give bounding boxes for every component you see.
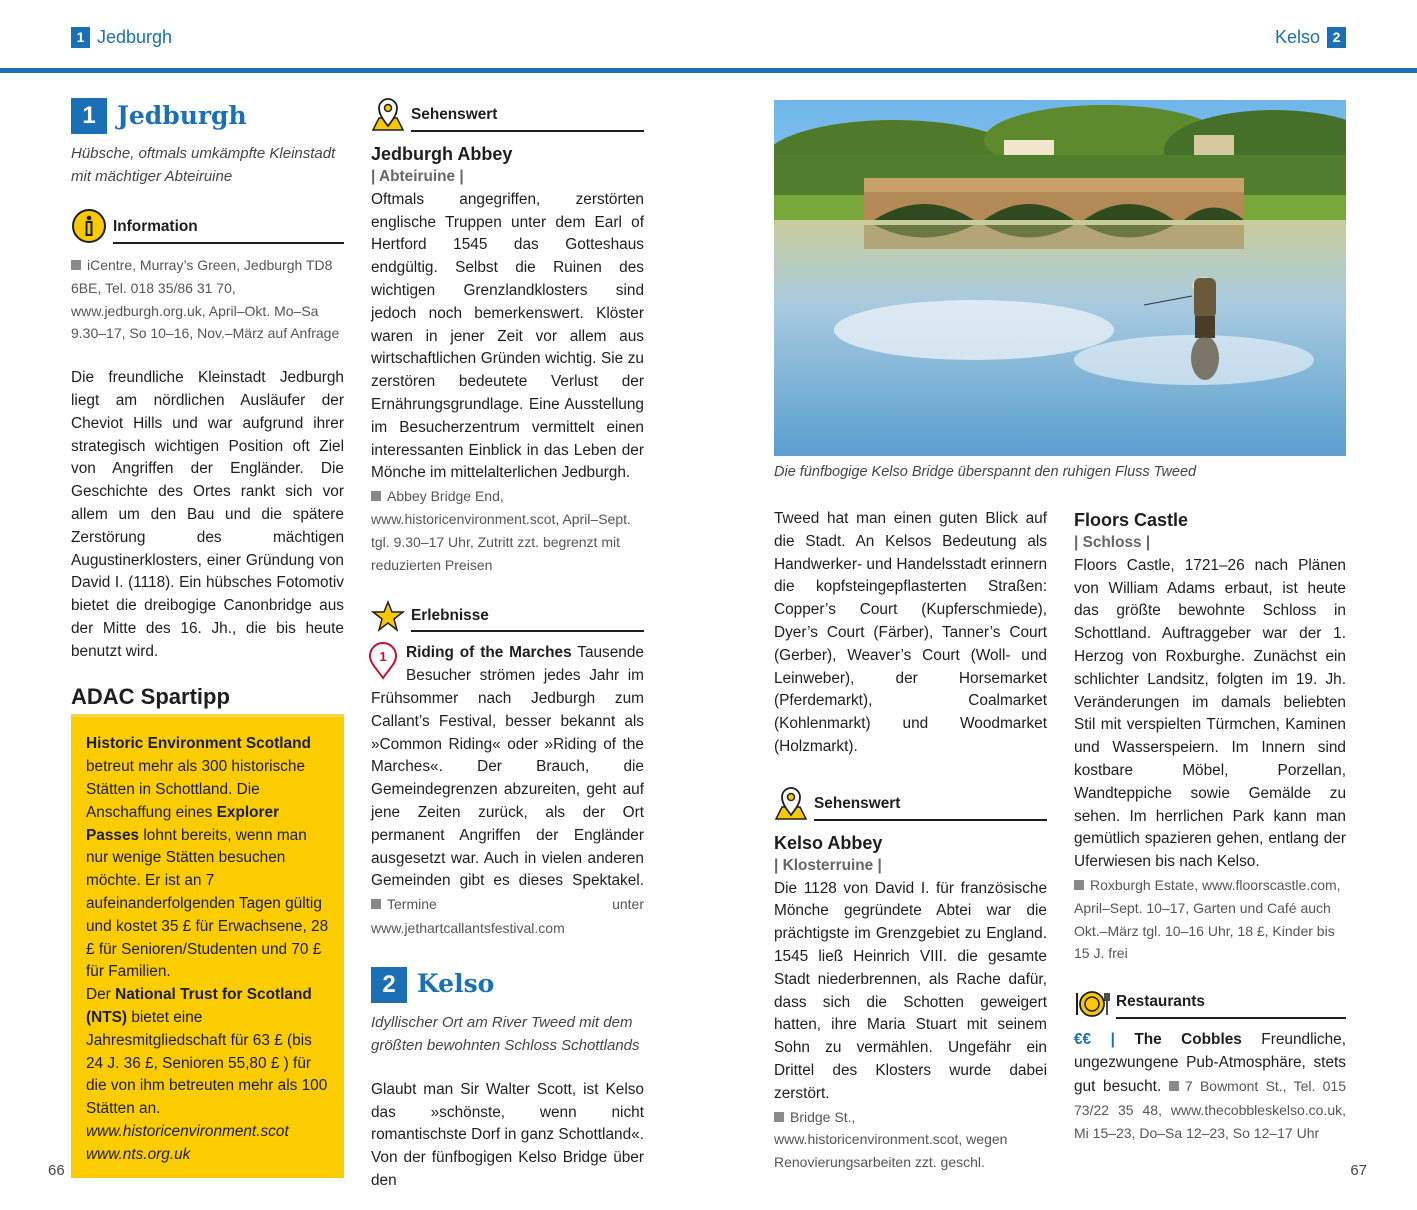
sehenswert-label: Sehenswert	[814, 793, 1047, 821]
spartipp-box: Historic Environment Scotland betreut mehr als 300 historische Stätten in Schottland. Die Anschaffung eines Explorer Passes lohnt bereits, wenn man nur wenige Stätten besuchen möchte. Er ist an 7 aufeinanderfolgenden Tagen gültig und kostet 35 £ für Erwachsene, 28 £ für Senioren/Studenten und 70 £ für Familien. Der National Trust for Scotland (NTS) bietet eine Jahresmitgliedschaft für 63 £ (bis 24 J. 36 £, Senioren 55,80 £ ) für die von ihm betreuten mehr als 100 Stätten an. www.historicenvironment.scot www.nts.org.uk	[71, 714, 344, 1178]
section-heading-kelso	[371, 967, 644, 1003]
kelso-bridge-photo	[774, 100, 1346, 456]
square-bullet-icon	[371, 491, 381, 501]
section-title: Jedburgh	[117, 100, 247, 130]
section-heading-jedburgh	[71, 98, 344, 134]
body-text: Die freundliche Kleinstadt Jedburgh liegt am nördlichen Ausläufer der Cheviot Hills und war aufgrund ihrer strategisch wichtigen Position oft Ziel von Angriffen der Engländer. Die Geschichte des Ortes rankt sich vor allem um den Bau und die spätere Zerstörung des mächtigen Augustinerklosters, einer Gründung von David I. (1118). Ein hübsches Fotomotiv bietet die dreibogige Canonbridge aus der Mitte des 16. Jh., die bis heute benutzt wird.	[71, 369, 344, 660]
floors-castle-info: Roxburgh Estate, www.floorscastle.com, April–Sept. 10–17, Garten und Café auch Okt.–März tgl. 10–16 Uhr, 18 £, Kinder bis 15 J. frei	[1074, 876, 1341, 962]
column-3	[774, 508, 1047, 1174]
erlebnisse-label: Erlebnisse	[411, 605, 644, 633]
spartipp-bold: Historic Environment Scotland	[86, 735, 311, 753]
info-heading	[71, 208, 344, 244]
spartipp-title: ADAC Spartipp	[71, 683, 230, 709]
location-pin-icon	[371, 96, 405, 132]
kelso-body-continued: Tweed hat man einen guten Blick auf die Stadt. An Kelsos Bedeutung als Handwerker- und Handelsstadt erinnern die kopfsteingepflasterten Straßen: Copper’s Court (Kupferschmiede), Dyer’s Court (Färber), Tanner’s Court (Gerber), Weaver’s Court (Woll- und Leinweber), der Horsemarket (Pferdemarkt), Coalmarket (Kohlenmarkt) und Woodmarket (Holzmarkt).	[774, 510, 1047, 755]
info-label: Information	[113, 216, 344, 244]
link-historicenvironment[interactable]: www.historicenvironment.scot	[86, 1122, 289, 1140]
floors-castle-title: Floors Castle	[1074, 510, 1189, 530]
jedburgh-abbey-info: Abbey Bridge End, www.historicenvironment.scot, April–Sept. tgl. 9.30–17 Uhr, Zutritt zzt. begrenzt mit reduzierten Preisen	[371, 488, 631, 573]
spartipp-bold: Explorer Passes	[86, 803, 280, 844]
section-title: Kelso	[417, 969, 495, 999]
information-icon	[71, 208, 107, 244]
running-header-title: Kelso	[1274, 27, 1320, 47]
price-indicator: €€ |	[1074, 1031, 1115, 1049]
restaurant-entry: €€ | The Cobbles Freundliche, ungezwungene Pub-Atmosphäre, stets gut besucht. 7 Bowmont St., Tel. 015 73/22 35 48, www.thecobbleskelso.co.uk, Mi 15–23, Do–Sa 12–23, So 12–17 Uhr	[1074, 1031, 1346, 1142]
section-subtitle: Hübsche, oftmals umkämpfte Kleinstadt mit mächtiger Abteiruine	[71, 145, 336, 185]
square-bullet-icon	[371, 899, 381, 909]
floors-castle-body: Floors Castle, 1721–26 nach Plänen von William Adams erbaut, ist heute das größte bewohnte Schloss in Schottland. Auftraggeber war der 1. Herzog von Roxburghe. Zunächst ein schlichter Landsitz, folgten im 19. Jh. Veränderungen im damals beliebten Stil mit verspielten Türmchen, Kaminen und Wasserspeiern. Im Innern sind kostbare Möbel, Porzellan, Wandteppiche sowie Gemälde zu sehen. Im herrlichen Park kann man gemütlich spazieren gehen, entlang der Uferwiesen bis nach Kelso.	[1074, 556, 1346, 871]
square-bullet-icon	[774, 1112, 784, 1122]
header-rule	[0, 68, 1417, 73]
running-header-title: Jedburgh	[97, 27, 173, 47]
square-bullet-icon	[1169, 1081, 1179, 1091]
link-nts[interactable]: www.nts.org.uk	[86, 1145, 191, 1163]
photo-image	[774, 100, 1346, 456]
erlebnisse-title: Riding of the Marches	[406, 644, 572, 662]
running-header-right	[1275, 27, 1346, 48]
spartipp-bold: National Trust for Scotland (NTS)	[86, 986, 312, 1026]
jedburgh-abbey-title: Jedburgh Abbey	[371, 144, 513, 164]
star-icon	[371, 600, 405, 632]
chapter-number-badge: 2	[1327, 27, 1346, 48]
svg-text:1: 1	[379, 649, 387, 665]
restaurants-heading	[1074, 989, 1346, 1019]
column-2	[371, 96, 644, 1193]
page-number-right: 67	[1350, 1162, 1367, 1179]
erlebnisse-heading	[371, 600, 644, 632]
restaurant-name: The Cobbles	[1134, 1031, 1242, 1049]
kelso-body: Glaubt man Sir Walter Scott, ist Kelso das »schönste, wenn nicht romantischste Dorf in ganz Schottland«. Von der fünfbogigen Kelso Bridge über den	[371, 1080, 644, 1189]
jedburgh-abbey-category: | Abteiruine |	[371, 168, 464, 185]
jedburgh-abbey-body: Oftmals angegriffen, zerstörten englische Truppen unter dem Earl of Hertford 1545 das Gotteshaus endgültig. Selbst die Ruinen des wichtigen Grenzlandklosters sind jedoch noch bemerkenswert. Klöster waren in jener Zeit vor allem aus wirtschaftlichen Gründen wichtig. Sie zu zerstören bedeutete Verlust der Ernährungsgrundlage. Eine Ausstellung im Besucherzentrum vermittelt einen interessanten Einblick in das Leben der Mönche im mittelalterlichen Jedburgh.	[371, 190, 644, 482]
erlebnisse-body: 1 Riding of the Marches Tausende Besucher strömen jedes Jahr im Frühsommer nach Jedburgh zum Callant’s Festival, besser bekannt als »Common Riding« oder »Riding of the Marches«. Der Brauch, die Gemeindegrenzen abzureiten, geht auf jene Zeiten zurück, als der Ort permanent Angriffen der Engländer ausgesetzt war. Auch in vielen anderen Gemeinden gibt es dieses Spektakel. Termine unter www.jethartcallantsfestival.com	[371, 642, 644, 940]
column-1	[71, 98, 344, 1178]
kelso-abbey-info: Bridge St., www.historicenvironment.scot, wegen Renovierungsarbeiten zzt. geschl.	[774, 1108, 1008, 1171]
section-subtitle: Idyllischer Ort am River Tweed mit dem größten bewohnten Schloss Schottlands	[371, 1013, 640, 1054]
square-bullet-icon	[71, 260, 81, 270]
sehenswert-heading	[371, 96, 644, 132]
kelso-abbey-title: Kelso Abbey	[774, 832, 883, 853]
info-text: iCentre, Murray’s Green, Jedburgh TD8 6BE, Tel. 018 35/86 31 70, www.jedburgh.org.uk, April–Okt. Mo–Sa 9.30–17, So 10–16, Nov.–März auf Anfrage	[71, 257, 340, 342]
sehenswert-label: Sehenswert	[411, 104, 644, 132]
section-number: 2	[371, 967, 407, 1003]
column-4	[1074, 508, 1346, 1146]
running-header-left	[71, 27, 172, 48]
page-number-left: 66	[48, 1162, 65, 1179]
kelso-abbey-category: | Klosterruine |	[774, 856, 882, 874]
photo-caption: Die fünfbogige Kelso Bridge überspannt den ruhigen Fluss Tweed	[774, 464, 1197, 480]
kelso-abbey-body: Die 1128 von David I. für französische Mönche gegründete Abtei war die prächtigste im Grenzgebiet zu England. 1545 ließ Heinrich VIII. die gesamte Stadt niederbrennen, als Rache dafür, dass sich die Schotten geweigert hatten, ihre Maria Stuart mit seinem Sohn zu vermählen. Ungefähr ein Drittel des Klosters wurde dabei zerstört.	[774, 879, 1047, 1102]
sehenswert-heading	[774, 785, 1047, 821]
section-number: 1	[71, 98, 107, 134]
floors-castle-category: | Schloss |	[1074, 534, 1151, 551]
map-marker-icon	[368, 642, 398, 680]
square-bullet-icon	[1074, 880, 1084, 890]
location-pin-icon	[774, 785, 808, 821]
chapter-number-badge: 1	[71, 27, 90, 48]
plate-cutlery-icon	[1074, 989, 1110, 1019]
restaurants-label: Restaurants	[1116, 991, 1346, 1019]
